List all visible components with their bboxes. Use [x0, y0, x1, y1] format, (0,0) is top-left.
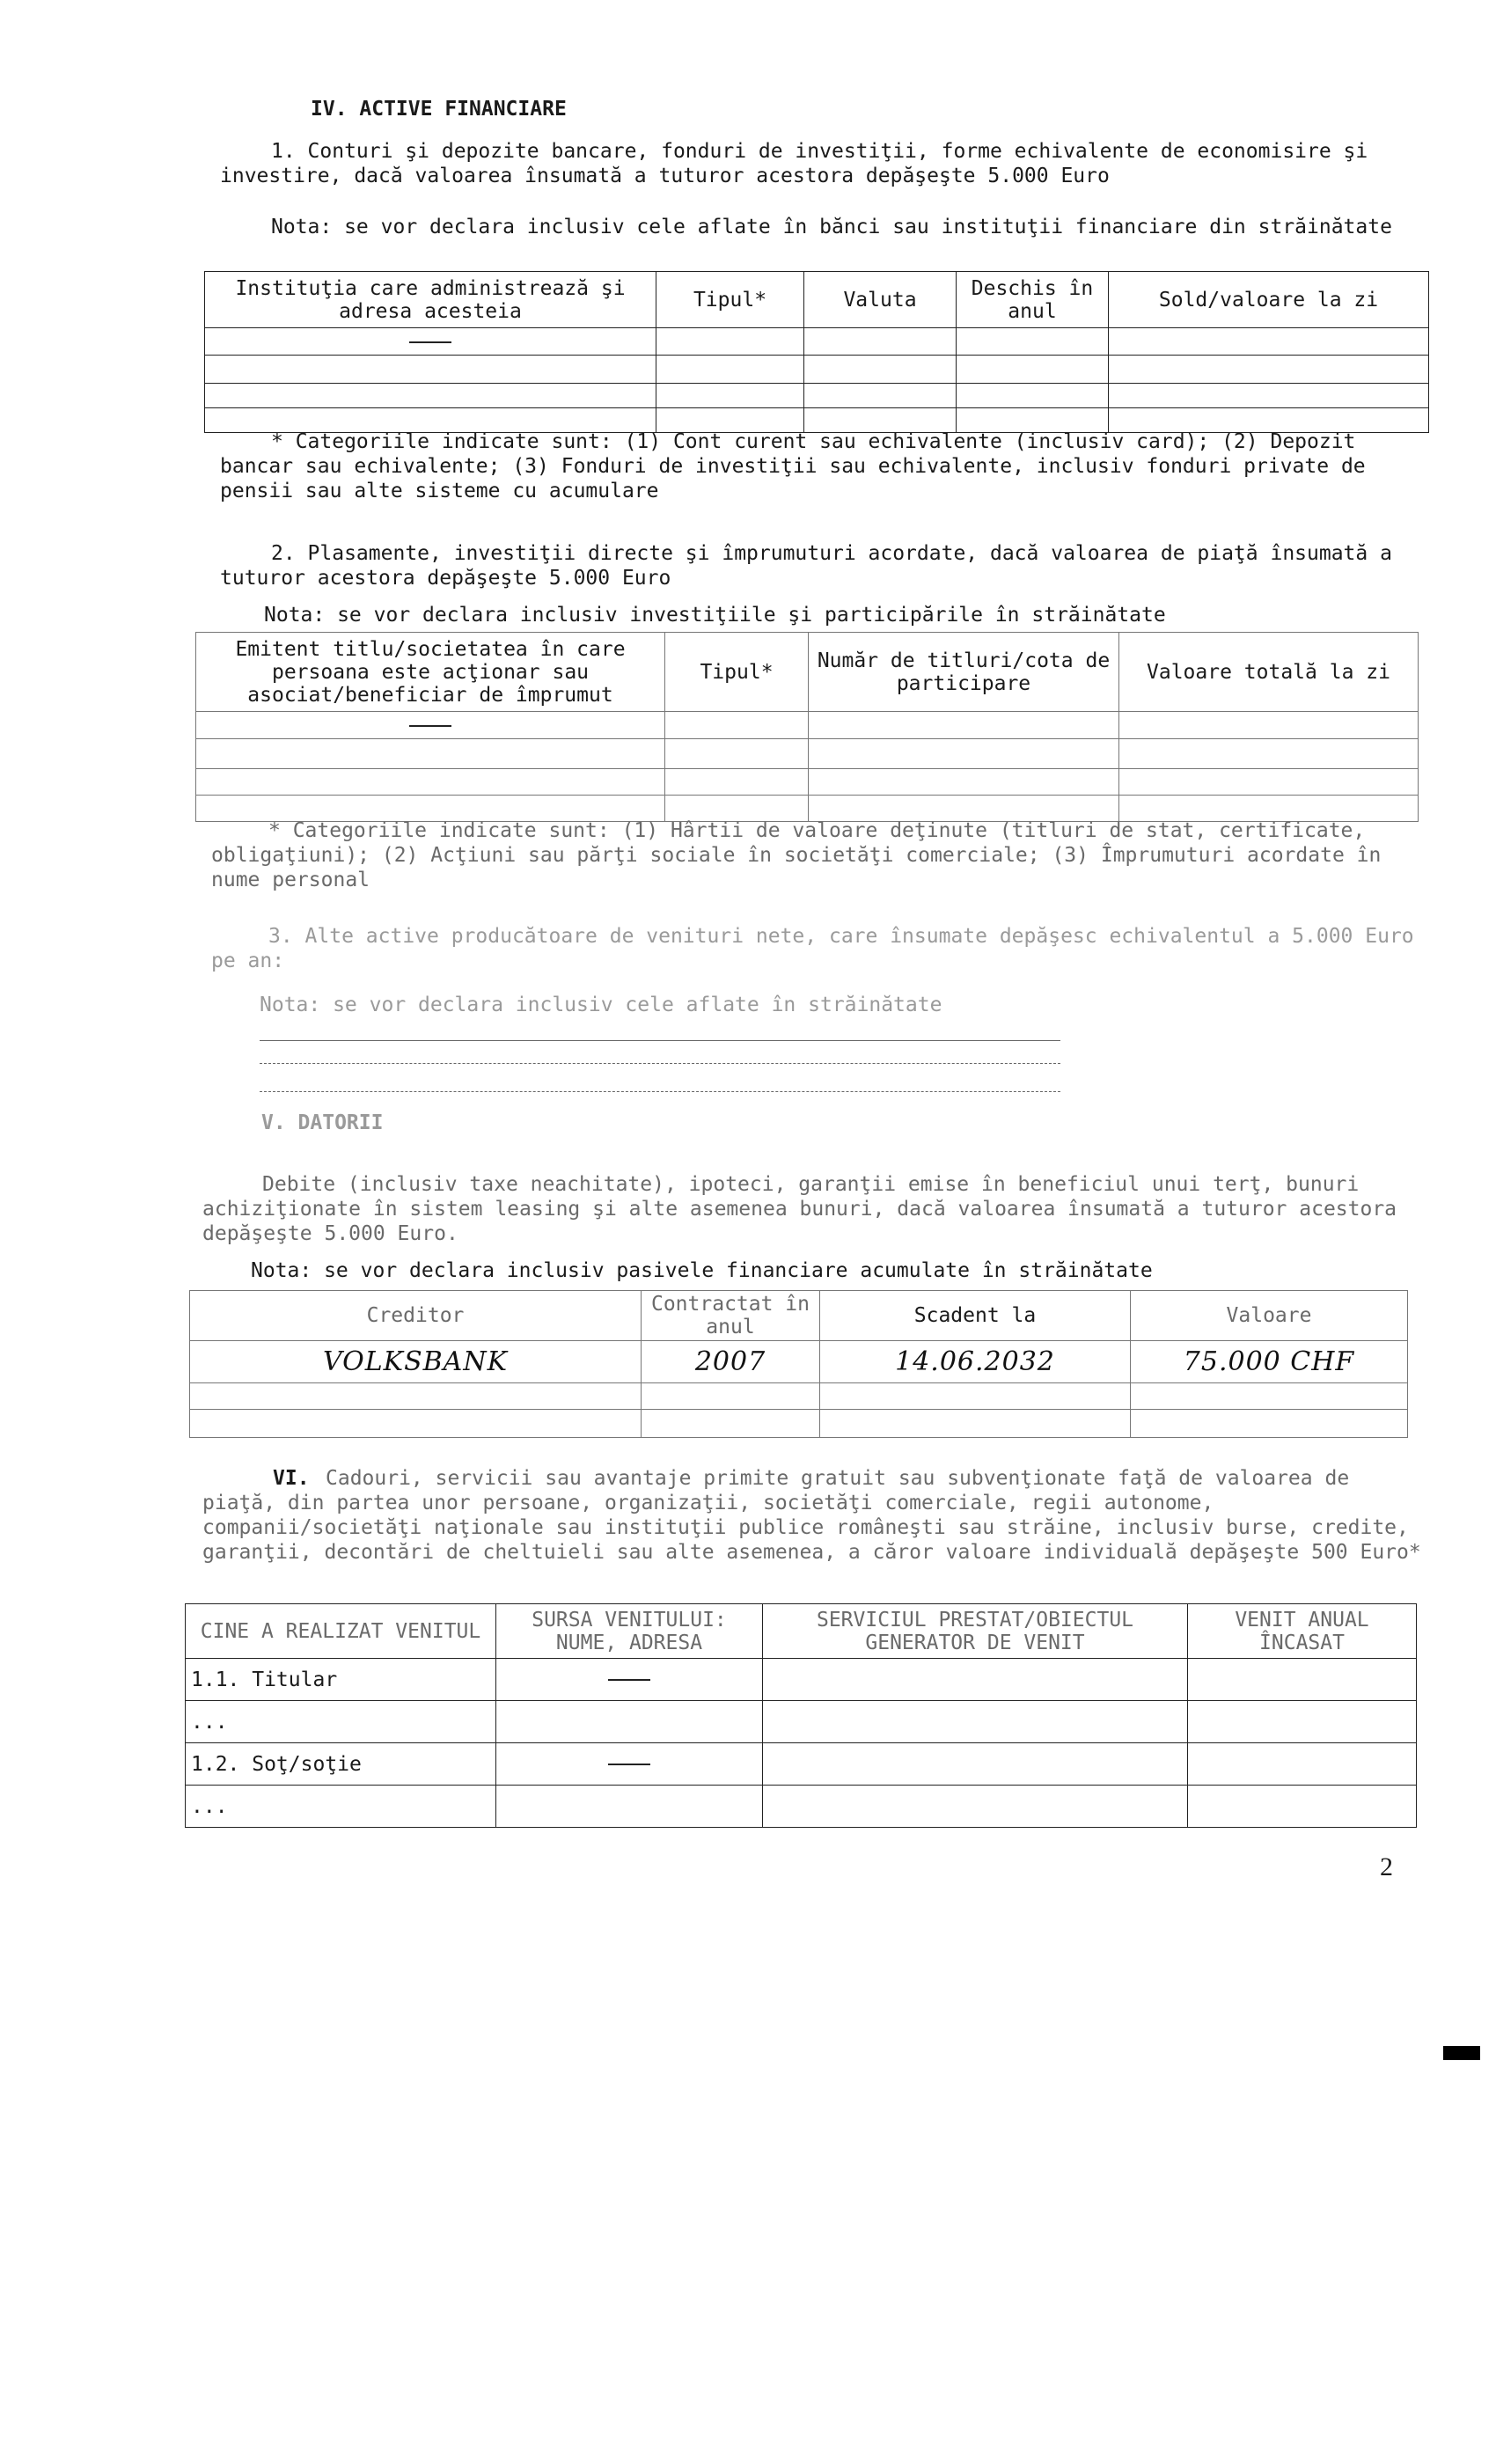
row-label: 1.1. Titular: [186, 1659, 496, 1701]
p1-note: Nota: se vor declara inclusiv cele aflate în bănci sau instituţii financiare din străinătate: [271, 216, 1392, 238]
empty-dash: [409, 341, 451, 343]
table-investments: [195, 632, 1419, 822]
col-emitent: Emitent titlu/societatea în care persoana este acţionar sau asociat/beneficiar de împrumut: [196, 633, 665, 712]
col-institutie: Instituţia care administrează şi adresa acesteia: [205, 272, 656, 328]
table-row: [196, 712, 1419, 739]
s6-text: Cadouri, servicii sau avantaje primite gratuit sau subvenţionate faţă de valoarea de piaţă, din partea unor persoane, organizaţii, societăţi comerciale, regii autonome, companii/societăţi naţionale sau instituţii publice româneşti sau străine, inclusiv burse, credite, garanţii, decontări de cheltuieli sau alte asemenea, a căror valoare individuală depăşeşte 500 Euro*: [202, 1467, 1421, 1564]
col-valoare-totala: Valoare totală la zi: [1119, 633, 1419, 712]
cell-creditor: VOLKSBANK: [190, 1341, 642, 1383]
s5-note: Nota: se vor declara inclusiv pasivele financiare acumulate în străinătate: [251, 1259, 1153, 1282]
col-venit: VENIT ANUAL ÎNCASAT: [1188, 1604, 1417, 1659]
col-sursa: SURSA VENITULUI: NUME, ADRESA: [496, 1604, 763, 1659]
p2-note: Nota: se vor declara inclusiv investiţiile şi participările în străinătate: [264, 604, 1166, 627]
col-scadent: Scadent la: [820, 1291, 1131, 1341]
col-cine: CINE A REALIZAT VENITUL: [186, 1604, 496, 1659]
s5-text: Debite (inclusiv taxe neachitate), ipoteci, garanţii emise în beneficiul unui terţ, bunuri achiziţionate în sistem leasing şi alte asemenea bunuri, dacă valoarea însumată a tuturor acestora depăşeşte 5.000 Euro.: [202, 1173, 1397, 1245]
col-deschis: Deschis în anul: [957, 272, 1109, 328]
table-row: [205, 328, 1429, 356]
col-creditor: Creditor: [190, 1291, 642, 1341]
p3-text: 3. Alte active producătoare de venituri nete, care însumate depăşesc echivalentul a 5.000 Euro pe an:: [211, 925, 1414, 972]
table-row: [196, 739, 1419, 769]
table-row: [190, 1410, 1408, 1438]
blank-line: [260, 1091, 1060, 1092]
cell-value: 75.000 CHF: [1131, 1341, 1408, 1383]
table-row: [186, 1701, 1417, 1743]
row-label: ...: [186, 1786, 496, 1828]
table-row: [205, 356, 1429, 384]
col-valuta: Valuta: [804, 272, 957, 328]
col-tipul: Tipul*: [656, 272, 804, 328]
cell-year: 2007: [642, 1341, 820, 1383]
table-row: [186, 1659, 1417, 1701]
p3-note: Nota: se vor declara inclusiv cele aflate în străinătate: [260, 994, 942, 1016]
col-sold: Sold/valoare la zi: [1109, 272, 1429, 328]
col-valoare: Valoare: [1131, 1291, 1408, 1341]
section-title-datorii: V. DATORII: [261, 1111, 384, 1134]
blank-line: [260, 1040, 1060, 1041]
empty-dash: [409, 725, 451, 727]
cell-due: 14.06.2032: [820, 1341, 1131, 1383]
col-numar-titluri: Număr de titluri/cota de participare: [809, 633, 1119, 712]
col-tipul: Tipul*: [665, 633, 809, 712]
row-label: ...: [186, 1701, 496, 1743]
table-row: [186, 1786, 1417, 1828]
p2-text: 2. Plasamente, investiţii directe şi împrumuturi acordate, dacă valoarea de piaţă însumată a tuturor acestora depăşeşte 5.000 Euro: [220, 542, 1392, 590]
table-debts: [189, 1290, 1408, 1438]
table-row: [205, 384, 1429, 408]
empty-dash: [608, 1679, 650, 1681]
section-title-active-financiare: IV. ACTIVE FINANCIARE: [311, 98, 567, 121]
table-row: [190, 1383, 1408, 1410]
table-row: [190, 1341, 1408, 1383]
table-row: [186, 1743, 1417, 1786]
table-row: [196, 769, 1419, 796]
page-number: 2: [1380, 1852, 1393, 1881]
p1-footnote: * Categoriile indicate sunt: (1) Cont curent sau echivalente (inclusiv card); (2) Depozit bancar sau echivalente; (3) Fonduri de investiţii sau echivalente, inclusiv fonduri private de pensii sau alte sisteme cu acumulare: [220, 430, 1366, 502]
blank-line: [260, 1063, 1060, 1064]
table-bank-accounts: [204, 271, 1429, 433]
p2-footnote: * Categoriile indicate sunt: (1) Hârtii de valoare deţinute (titluri de stat, certificate, obligaţiuni); (2) Acţiuni sau părţi sociale în societăţi comerciale; (3) Împrumuturi acordate în nume personal: [211, 819, 1382, 891]
p1-text: 1. Conturi şi depozite bancare, fonduri de investiţii, forme echivalente de economisire şi investire, dacă valoarea însumată a tuturor acestora depăşeşte 5.000 Euro: [220, 140, 1368, 187]
table-gifts: [185, 1603, 1417, 1828]
section-title-vi: VI.: [273, 1467, 310, 1490]
table-row: [196, 796, 1419, 822]
col-contractat: Contractat în anul: [642, 1291, 820, 1341]
row-label: 1.2. Soţ/soţie: [186, 1743, 496, 1786]
scan-mark: [1443, 2046, 1480, 2060]
col-serviciu: SERVICIUL PRESTAT/OBIECTUL GENERATOR DE VENIT: [763, 1604, 1188, 1659]
empty-dash: [608, 1764, 650, 1765]
